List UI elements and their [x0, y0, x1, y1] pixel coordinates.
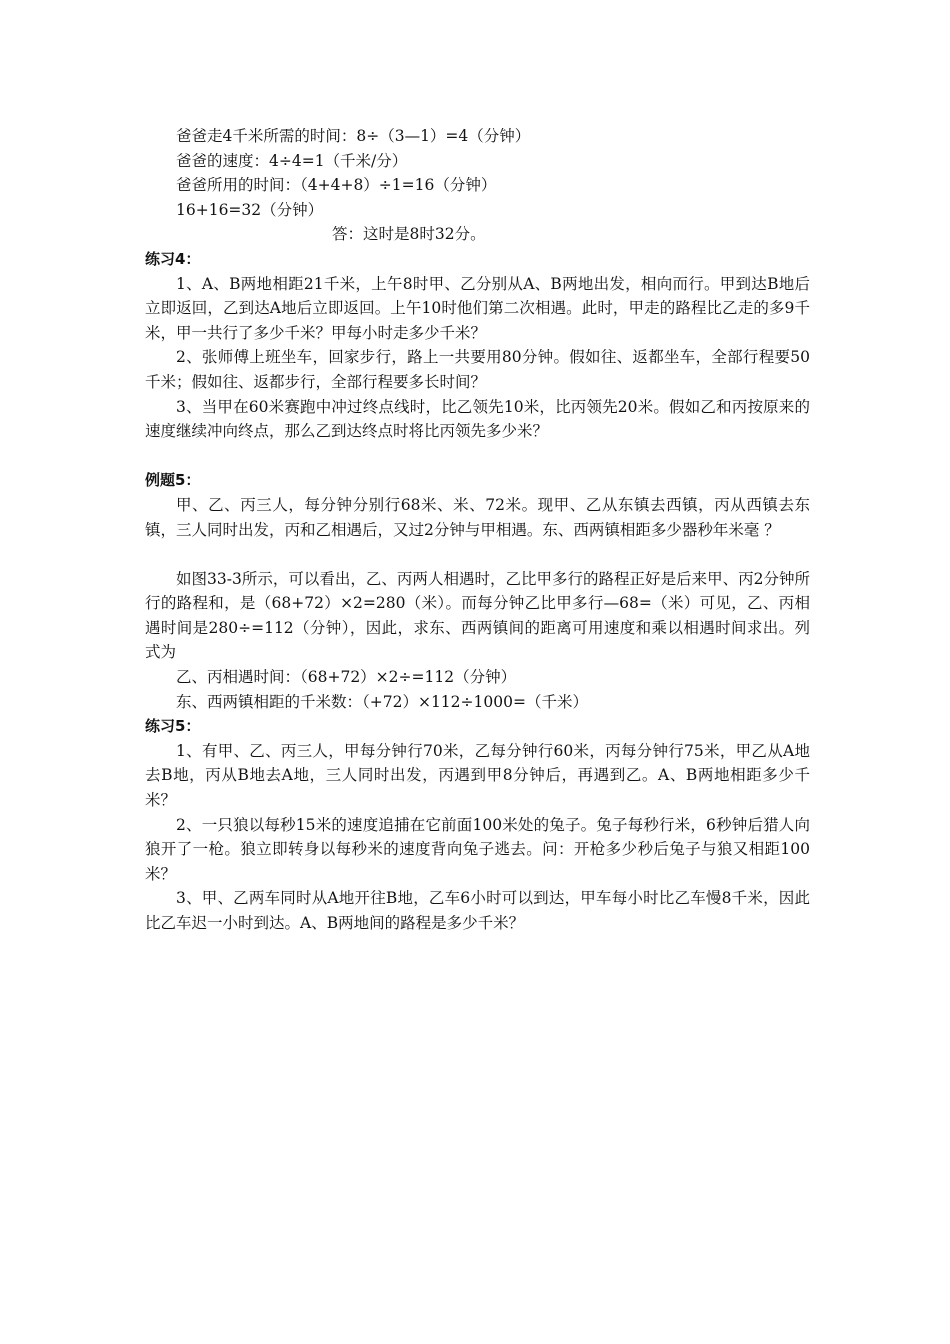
practice4-item-2: 2、张师傅上班坐车，回家步行，路上一共要用80分钟。假如往、返都坐车，全部行程要50千米；假如往、返都步行，全部行程要多长时间？ [145, 348, 810, 391]
solution-line-3: 爸爸所用的时间：（4+4+8）÷1=16（分钟） [176, 176, 497, 195]
practice4-item-1: 1、A、B两地相距21千米，上午8时甲、乙分别从A、B两地出发，相向而行。甲到达B地后立即返回，乙到达A地后立即返回。上午10时他们第二次相遇。此时，甲走的路程比乙走的多9千米，甲一共行了多少千米？甲每小时走多少千米？ [145, 274, 810, 342]
solution-line-1: 爸爸走4千米所需的时间：8÷（3—1）=4（分钟） [176, 127, 531, 145]
practice5-item-2: 2、一只狼以每秒15米的速度追捕在它前面100米处的兔子。兔子每秒行米，6秒钟后猎人向狼开了一枪。狼立即转身以每秒米的速度背向兔子逃去。问：开枪多少秒后兔子与狼又相距100米？ [145, 815, 810, 883]
solution-line-4: 16+16=32（分钟） [176, 200, 324, 219]
example5-analysis: 如图33-3所示，可以看出，乙、丙两人相遇时，乙比甲多行的路程正好是后来甲、丙2分钟所行的路程和，是（68+72）×2=280（米）。而每分钟乙比甲多行—68=（米）可见，乙、丙相遇时间是280÷=112（分钟），因此，求东、西两镇间的距离可用速度和乘以相遇时间求出。列式为 [145, 569, 810, 662]
spacer [145, 444, 810, 469]
solution-line-2: 爸爸的速度：4÷4=1（千米/分） [176, 151, 408, 170]
example5-step-2: 东、西两镇相距的千米数：（+72）×112÷1000=（千米） [176, 692, 588, 711]
example5-problem: 甲、乙、丙三人，每分钟分别行68米、米、72米。现甲、乙从东镇去西镇，丙从西镇去东镇，三人同时出发，丙和乙相遇后，又过2分钟与甲相遇。东、西两镇相距多少器秒年米毫 ？ [145, 495, 810, 539]
document-page [145, 124, 810, 936]
practice5-item-1: 1、有甲、乙、丙三人，甲每分钟行70米，乙每分钟行60米，丙每分钟行75米，甲乙从A地去B地，丙从B地去A地，三人同时出发，丙遇到甲8分钟后，再遇到乙。A、B两地相距多少千米？ [145, 741, 810, 810]
answer-line: 答：这时是8时32分。 [332, 225, 486, 244]
practice4-item-3: 3、当甲在60米赛跑中冲过终点线时，比乙领先10米，比丙领先20米。假如乙和丙按原来的速度继续冲向终点，那么乙到达终点时将比丙领先多少米？ [145, 397, 810, 441]
practice5-heading: 练习5： [145, 717, 201, 736]
example5-step-1: 乙、丙相遇时间：（68+72）×2÷=112（分钟） [176, 668, 517, 687]
example5-heading: 例题5： [145, 471, 201, 490]
spacer [145, 542, 810, 567]
practice5-item-3: 3、甲、乙两车同时从A地开往B地，乙车6小时可以到达，甲车每小时比乙车慢8千米，因此比乙车迟一小时到达。A、B两地间的路程是多少千米？ [145, 889, 810, 932]
practice4-heading: 练习4： [145, 249, 201, 268]
